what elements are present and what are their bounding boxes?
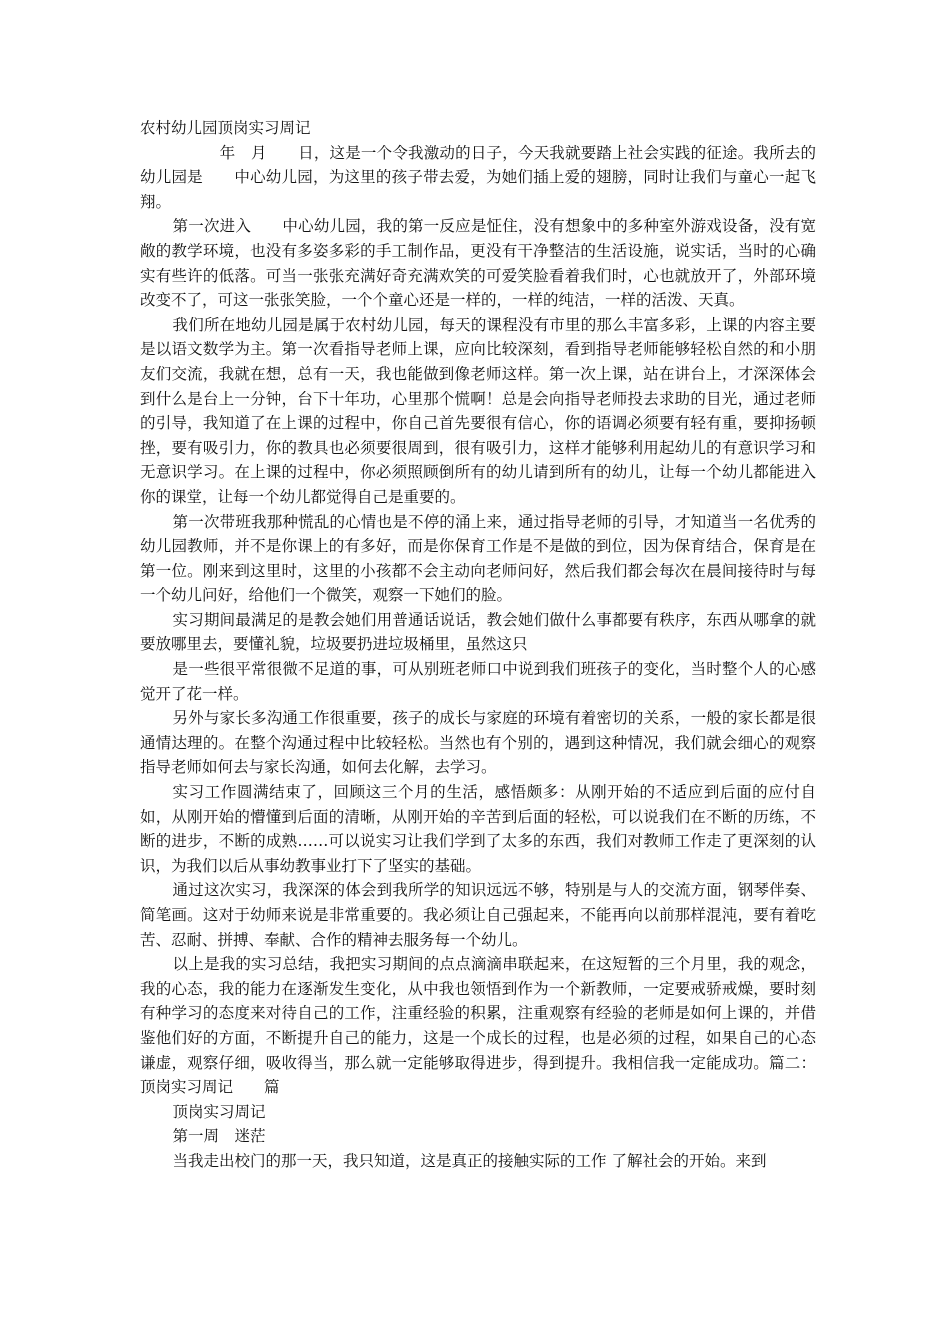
week-heading: 第一周 迷茫 (172, 1127, 266, 1146)
paragraph-10: 以上是我的实习总结，我把实习期间的点点滴滴串联起来，在这短暂的三个月里，我的观念，我的心态，我的能力在逐渐发生变化，从中我也领悟到作为一个新教师，一定要戒骄戒燥，要时刻有种学习的态度来对待自己的工作，注重经验的积累，注重观察有经验的老师是如何上课的，并借鉴他们好的方面，不断提升自己的能力，这是一个成长的过程，也是必须的过程，如果自己的心态谦虚，观察仔细，吸收得当，那么就一定能够取得进步，得到提升。我相信我一定能成功。篇二：顶岗实习周记 篇 (140, 955, 816, 1097)
paragraph-3: 我们所在地幼儿园是属于农村幼儿园，每天的课程没有市里的那么丰富多彩，上课的内容主要是以语文数学为主。第一次看指导老师上课，应向比较深刻，看到指导老师能够轻松自然的和小朋友们交流，我就在想，总有一天，我也能做到像老师这样。第一次上课，站在讲台上，才深深体会到什么是台上一分钟，台下十年功，心里那个慌啊！总是会向指导老师投去求助的目光，通过老师的引导，我知道了在上课的过程中，你自己首先要很有信心，你的语调必须要有轻有重，要抑扬顿挫，要有吸引力，你的教具也必须要很周到，很有吸引力，这样才能够利用起幼儿的有意识学习和无意识学习。在上课的过程中，你必须照顾倒所有的幼儿请到所有的幼儿，让每一个幼儿都能进入你的课堂，让每一个幼儿都觉得自己是重要的。 (140, 315, 816, 506)
paragraph-1: 年 月 日，这是一个令我激动的日子，今天我就要踏上社会实践的征途。我所去的幼儿园是 中心幼儿园，为这里的孩子带去爱，为她们插上爱的翅膀，同时让我们与童心一起飞翔。 (140, 143, 816, 211)
section-heading: 顶岗实习周记 (172, 1102, 266, 1121)
paragraph-6: 是一些很平常很微不足道的事，可从别班老师口中说到我们班孩子的变化，当时整个人的心感觉开了花一样。 (140, 660, 816, 703)
paragraph-9: 通过这次实习，我深深的体会到我所学的知识远远不够，特别是与人的交流方面，钢琴伴奏、简笔画。这对于幼师来说是非常重要的。我必须让自己强起来，不能再向以前那样混沌，要有着吃苦、忍耐、拼搏、奉献、合作的精神去服务每一个幼儿。 (140, 881, 816, 949)
document-title: 农村幼儿园顶岗实习周记 (140, 119, 311, 137)
document-page (140, 116, 816, 1174)
paragraph-7: 另外与家长多沟通工作很重要，孩子的成长与家庭的环境有着密切的关系，一般的家长都是很通情达理的。在整个沟通过程中比较轻松。当然也有个别的，遇到这种情况，我们就会细心的观察指导老师如何去与家长沟通，如何去化解，去学习。 (140, 709, 816, 777)
paragraph-2: 第一次进入 中心幼儿园，我的第一反应是怔住，没有想象中的多种室外游戏设备，没有宽敞的教学环境，也没有多姿多彩的手工制作品，更没有干净整洁的生活设施，说实话，当时的心确实有些许的低落。可当一张张充满好奇充满欢笑的可爱笑脸看着我们时，心也就放开了，外部环境改变不了，可这一张张笑脸，一个个童心还是一样的，一样的纯洁，一样的活泼、天真。 (140, 217, 816, 310)
paragraph-11: 当我走出校门的那一天，我只知道，这是真正的接触实际的工作 了解社会的开始。来到 (172, 1151, 767, 1170)
paragraph-5: 实习期间最满足的是教会她们用普通话说话，教会她们做什么事都要有秩序，东西从哪拿的就要放哪里去，要懂礼貌，垃圾要扔进垃圾桶里，虽然这只 (140, 610, 816, 654)
paragraph-4: 第一次带班我那种慌乱的心情也是不停的涌上来，通过指导老师的引导，才知道当一名优秀的幼儿园教师，并不是你课上的有多好，而是你保育工作是不是做的到位，因为保育结合，保育是在第一位。刚来到这里时，这里的小孩都不会主动向老师问好，然后我们都会每次在晨间接待时与每一个幼儿问好，给他们一个微笑，观察一下她们的脸。 (140, 512, 816, 605)
paragraph-8: 实习工作圆满结束了，回顾这三个月的生活，感悟颇多：从刚开始的不适应到后面的应付自如，从刚开始的懵懂到后面的清晰，从刚开始的辛苦到后面的轻松，可以说我们在不断的历练，不断的进步，不断的成熟……可以说实习让我们学到了太多的东西，我们对教师工作走了更深刻的认识，为我们以后从事幼教事业打下了坚实的基础。 (140, 783, 816, 875)
